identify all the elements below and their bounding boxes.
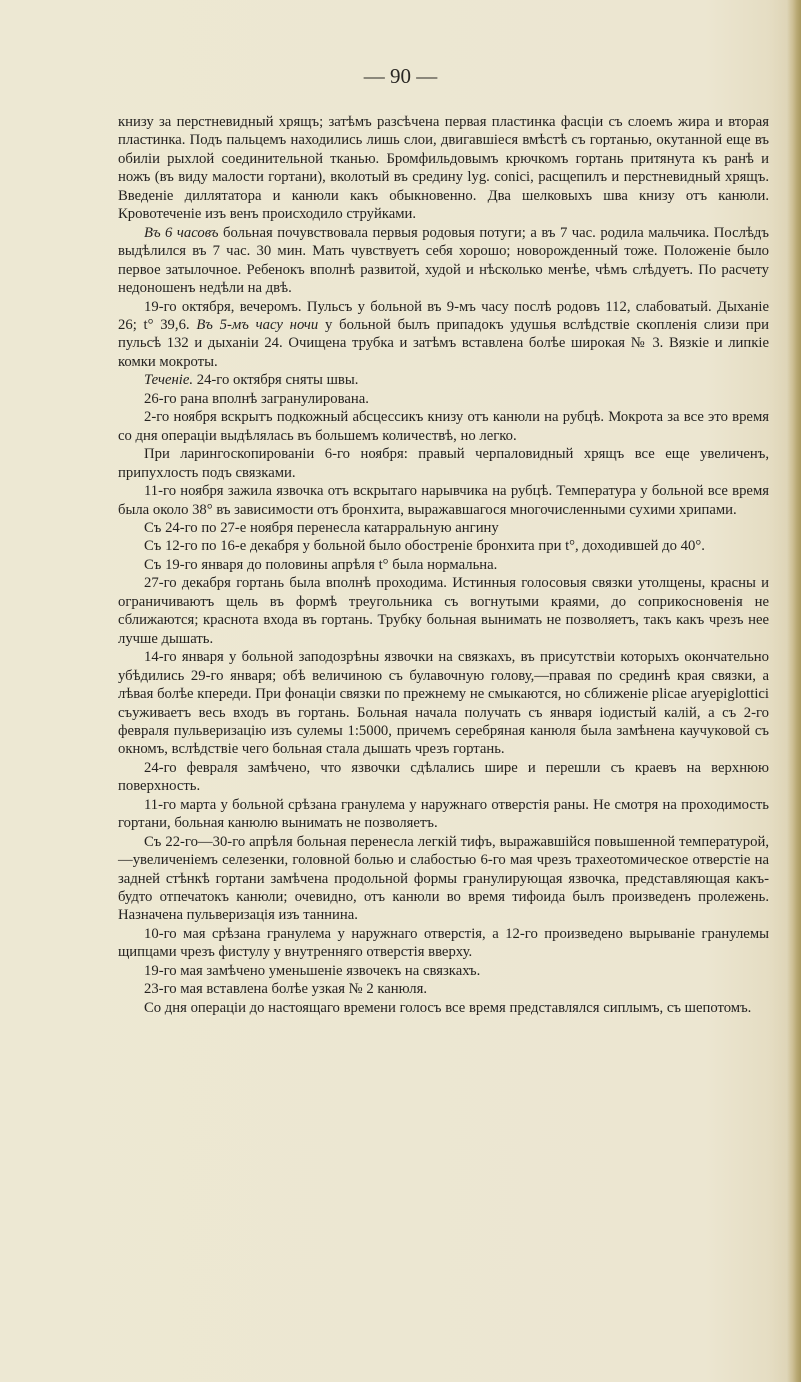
paragraph: Теченіе. 24-го октября сняты швы. <box>144 372 359 389</box>
paragraph: 27-го декабря гортань была вполнѣ проходима. Истинныя голосовыя связки утолщены, красны и ограничиваютъ щель въ формѣ треугольника съ вогнутыми краями, до соприкосновенія не сближаются; краснота входа въ гортань. Трубку больная вынимать не позволяетъ, такъ какъ чрезъ нее лучше дышать. <box>118 575 769 647</box>
paragraph: Со дня операціи до настоящаго времени голосъ все время представлялся сиплымъ, съ шепотомъ. <box>144 999 752 1016</box>
paragraph: Съ 19-го января до половины апрѣля t° была нормальна. <box>144 556 498 573</box>
paragraph: 23-го мая вставлена болѣе узкая № 2 канюля. <box>144 981 427 998</box>
page-edge-shadow <box>787 0 801 1382</box>
page-number: — 90 — <box>363 64 438 88</box>
paragraph: Съ 22-го—30-го апрѣля больная перенесла легкій тифъ, выражавшійся повышенной температурой,—увеличеніемъ селезенки, головной болью и слабостью 6-го мая чрезъ трахеотомическое отверстіе на задней стѣнкѣ гортани замѣчена продольной формы гранулирующая язвочка, представляющая какъ-будто отпечатокъ канюли; очевидно, отъ канюли во время тифоида былъ произведенъ пролежень. Назначена пульверизація изъ таннина. <box>118 833 769 924</box>
paragraph: 10-го мая срѣзана гранулема у наружнаго отверстія, а 12-го произведено вырываніе гранулемы щипцами чрезъ фистулу у внутренняго отверстія вверху. <box>118 925 769 961</box>
paragraph: 26-го рана вполнѣ загранулирована. <box>144 390 369 407</box>
paragraph: книзу за перстневидный хрящъ; затѣмъ разсѣчена первая пластинка фасціи съ слоемъ жира и вторая пластинка. Подъ пальцемъ находились лишь слои, двигавшіеся вмѣстѣ съ гортанью, окутанной еще въ обиліи рыхлой соединительной тканью. Бромфильдовымъ крючкомъ гортань притянута къ ранѣ и ножъ (въ виду малости гортани), вколотый въ средину lyg. conici, расщепилъ и перстневидный хрящъ. Введеніе диллятатора и канюли какъ обыкновенно. Два шелковыхъ шва книзу отъ канюли. Кровотеченіе изъ венъ происходило струйками. <box>118 114 769 223</box>
paragraph: 14-го января у больной заподозрѣны язвочки на связкахъ, въ присутствіи которыхъ окончательно убѣдились 29-го января; обѣ величиною съ булавочную голову,—правая по срединѣ края связки, а лѣвая болѣе кпереди. При фонаціи связки по прежнему не смыкаются, но сближеніе plicae aryepiglotticі съуживаетъ весь входъ въ гортань. Больная начала получать съ января іодистый калій, а съ 2-го февраля пульверизацію изъ сулемы 1:5000, причемъ серебряная канюля была замѣнена каучуковой съ окномъ, вслѣдствіе чего больная стала дышать чрезъ гортань. <box>118 649 769 758</box>
paragraph: 2-го ноября вскрытъ подкожный абсцессикъ книзу отъ канюли на рубцѣ. Мокрота за все это время со дня операціи выдѣлялась въ большемъ количествѣ, но легко. <box>118 409 769 444</box>
paragraph: Съ 12-го по 16-е декабря у больной было обостреніе бронхита при t°, доходившей до 40°. <box>144 538 705 555</box>
paragraph: Съ 24-го по 27-е ноября перенесла катарральную ангину <box>144 519 499 536</box>
paragraph: 24-го февраля замѣчено, что язвочки сдѣлались шире и перешли съ краевъ на верхнюю поверхность. <box>118 759 769 795</box>
paragraph: Въ 6 часовъ больная почувствовала первыя родовыя потуги; а въ 7 час. родила мальчика. Послѣдъ выдѣлился въ 7 час. 30 мин. Мать чувствуетъ себя хорошо; новорожденный тоже. Положеніе было первое затылочное. Ребенокъ вполнѣ развитой, худой и нѣсколько менѣе, чѣмъ слѣдуетъ. По расчету недоношенъ недѣли на двѣ. <box>118 224 769 297</box>
paragraph: 11-го марта у больной срѣзана гранулема у наружнаго отверстія раны. Не смотря на проходимость гортани, больная канюлю вынимать не позволяетъ. <box>118 796 769 832</box>
body-text <box>118 113 769 1017</box>
paragraph: 19-го октября, вечеромъ. Пульсъ у больной въ 9-мъ часу послѣ родовъ 112, слабоватый. Дыханіе 26; t° 39,6. Въ 5-мъ часу ночи у больной былъ припадокъ удушья вслѣдствіе скопленія слизи при пульсѣ 132 и дыханіи 24. Очищена трубка и затѣмъ вставлена болѣе широкая № 3. Вязкіе и липкіе комки мокроты. <box>118 298 769 370</box>
paragraph: 11-го ноября зажила язвочка отъ вскрытаго нарывчика на рубцѣ. Температура у больной все время была около 38° въ зависимости отъ бронхита, выражавшагося многочисленными сухими хрипами. <box>118 483 769 518</box>
paragraph: При ларингоскопированіи 6-го ноября: правый черпаловидный хрящъ все еще увеличенъ, припухлость подъ связками. <box>118 446 769 481</box>
paragraph: 19-го мая замѣчено уменьшеніе язвочекъ на связкахъ. <box>144 962 481 979</box>
